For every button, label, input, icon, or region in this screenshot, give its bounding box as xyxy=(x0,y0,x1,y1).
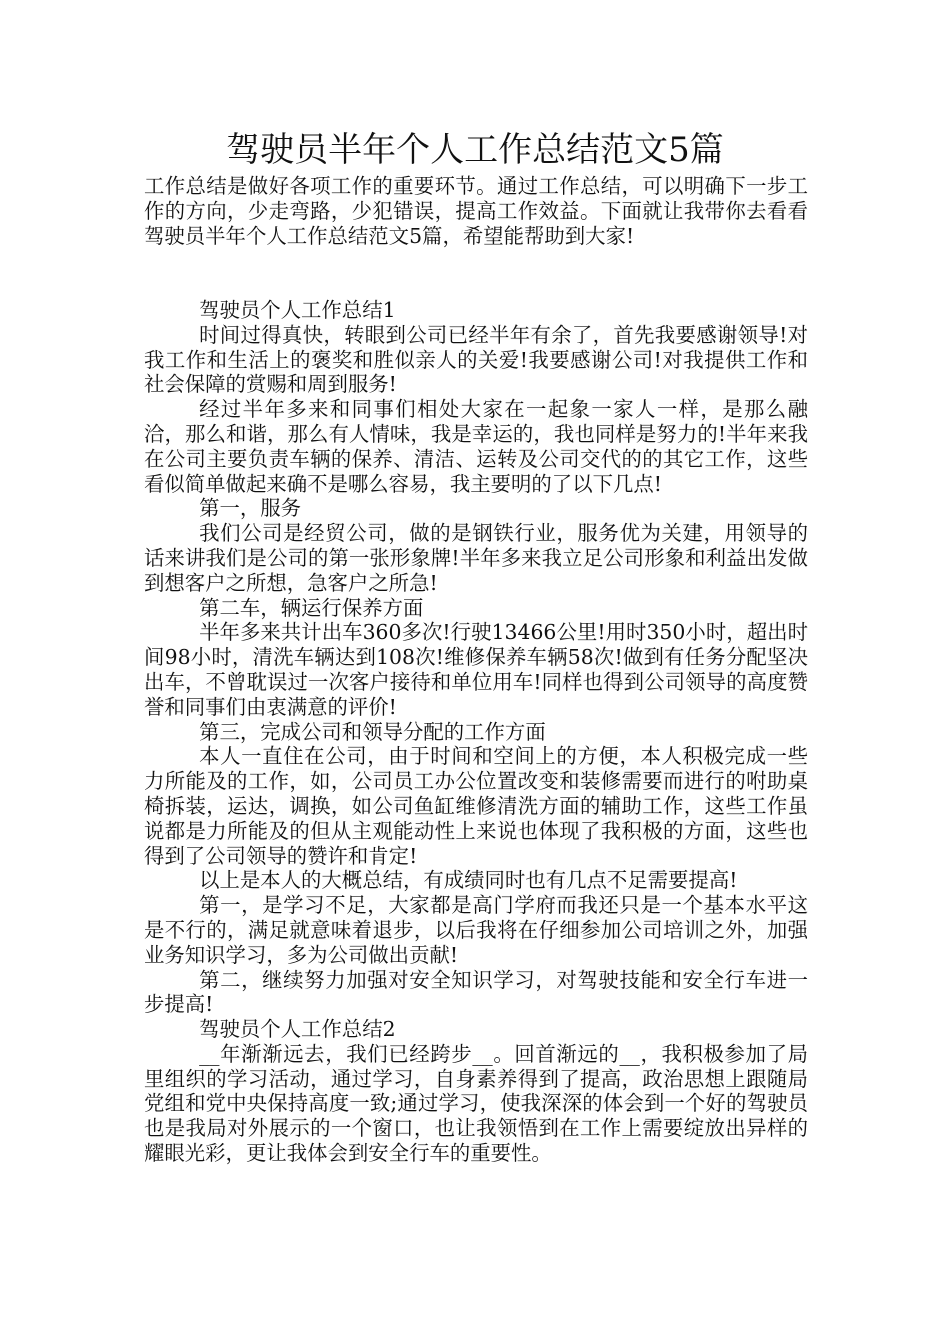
paragraph: 我们公司是经贸公司，做的是钢铁行业，服务优为关建，用领导的话来讲我们是公司的第一张形象牌!半年多来我立足公司形象和利益出发做到想客户之所想，急客户之所急! xyxy=(144,521,808,595)
paragraph: 经过半年多来和同事们相处大家在一起象一家人一样，是那么融洽，那么和谐，那么有人情味，我是幸运的，我也同样是努力的!半年来我在公司主要负责车辆的保养、清洁、运转及公司交代的的其它工作，这些看似简单做起来确不是哪么容易，我主要明的了以下几点! xyxy=(144,397,808,496)
blank-line xyxy=(144,248,808,298)
subheading: 第一，服务 xyxy=(199,496,302,521)
paragraph: __年渐渐远去，我们已经跨步__。回首渐远的__，我积极参加了局里组织的学习活动，通过学习，自身素养得到了提高，政治思想上跟随局党组和党中央保持高度一致;通过学习，使我深深的体会到一个好的驾驶员也是我局对外展示的一个窗口，也让我领悟到在工作上需要绽放出异样的耀眼光彩，更让我体会到安全行车的重要性。 xyxy=(144,1041,808,1166)
paragraph: 以上是本人的大概总结，有成绩同时也有几点不足需要提高! xyxy=(199,868,738,893)
document-title: 驾驶员半年个人工作总结范文5篇 xyxy=(226,130,724,170)
section-heading: 驾驶员个人工作总结2 xyxy=(199,1017,396,1042)
document-body xyxy=(144,174,808,1166)
paragraph: 第一，是学习不足，大家都是高门学府而我还只是一个基本水平这是不行的，满足就意味着退步，以后我将在仔细参加公司培训之外，加强业务知识学习，多为公司做出贡献! xyxy=(144,893,808,967)
paragraph: 半年多来共计出车360多次!行驶13466公里!用时350小时，超出时间98小时，清洗车辆达到108次!维修保养车辆58次!做到有任务分配坚决出车，不曾耽误过一次客户接待和单位用车!同样也得到公司领导的高度赞誉和同事们由衷满意的评价! xyxy=(144,620,808,719)
subheading: 第三，完成公司和领导分配的工作方面 xyxy=(199,719,546,744)
paragraph: 时间过得真快，转眼到公司已经半年有余了，首先我要感谢领导!对我工作和生活上的褒奖和胜似亲人的关爱!我要感谢公司!对我提供工作和社会保障的赏赐和周到服务! xyxy=(144,322,808,397)
intro-paragraph: 工作总结是做好各项工作的重要环节。通过工作总结，可以明确下一步工作的方向，少走弯路，少犯错误，提高工作效益。下面就让我带你去看看驾驶员半年个人工作总结范文5篇，希望能帮助到大家! xyxy=(144,174,808,248)
section-heading: 驾驶员个人工作总结1 xyxy=(199,297,396,322)
paragraph: 本人一直住在公司，由于时间和空间上的方便，本人积极完成一些力所能及的工作，如，公司员工办公位置改变和装修需要而进行的咐助桌椅拆装，运达，调换，如公司鱼缸维修清洗方面的辅助工作，这些工作虽说都是力所能及的但从主观能动性上来说也体现了我积极的方面，这些也得到了公司领导的赞许和肯定! xyxy=(144,744,808,868)
paragraph: 第二，继续努力加强对安全知识学习，对驾驶技能和安全行车进一步提高! xyxy=(144,967,808,1017)
subheading: 第二车，辆运行保养方面 xyxy=(199,595,424,620)
